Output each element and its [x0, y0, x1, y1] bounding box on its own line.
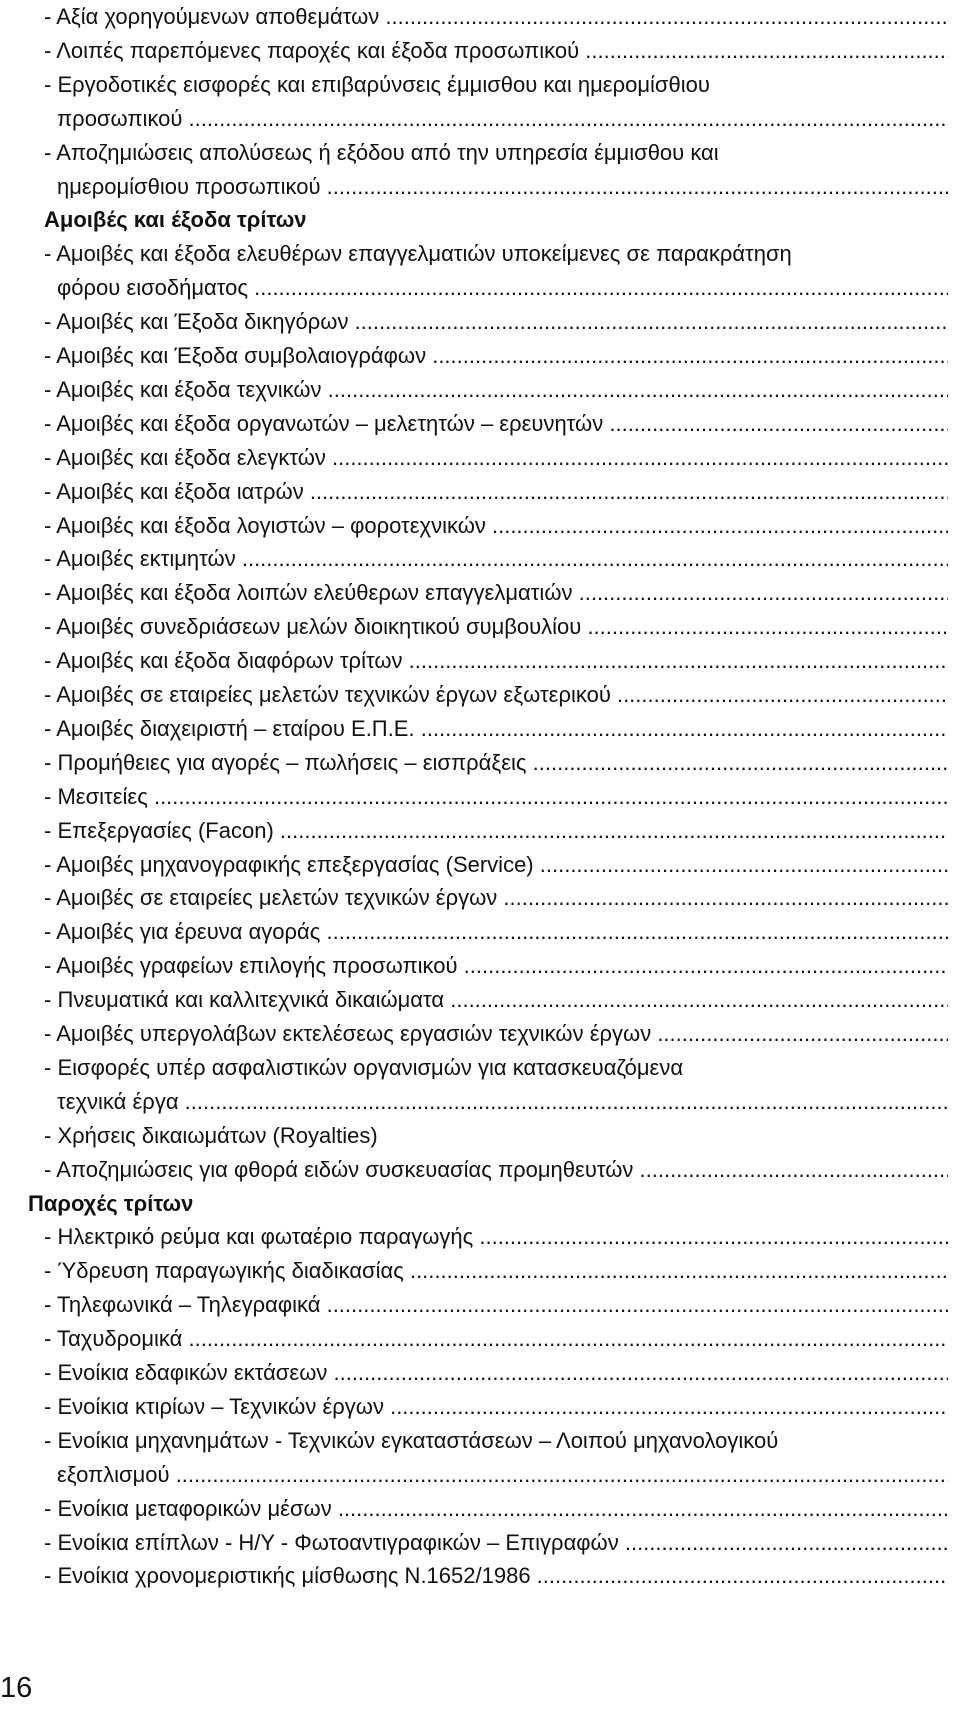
list-item: - Ύδρευση παραγωγικής διαδικασίας .....: [44, 1254, 948, 1288]
section-heading: Αμοιβές και έξοδα τρίτων: [44, 207, 307, 233]
list-item: - Αμοιβές και έξοδα λοιπών ελεύθερων επαγγελματιών .....: [44, 576, 948, 610]
list-item: - Αμοιβές σε εταιρείες μελετών τεχνικών έργων .....: [44, 881, 948, 915]
list-item: - Αμοιβές και έξοδα οργανωτών – μελετητών – ερευνητών .....: [44, 407, 948, 441]
list-item: - Αμοιβές συνεδριάσεων μελών διοικητικού συμβουλίου .....: [44, 610, 948, 644]
list-item: - Αμοιβές και έξοδα ελευθέρων επαγγελματιών υποκείμενες σε παρακράτηση: [44, 241, 792, 267]
list-item: - Ταχυδρομικά .....: [44, 1322, 948, 1356]
list-item: - Προμήθειες για αγορές – πωλήσεις – εισπράξεις .....: [44, 746, 948, 780]
list-item: - Αμοιβές διαχειριστή – εταίρου Ε.Π.Ε. .....: [44, 712, 948, 746]
list-item: - Αμοιβές και Έξοδα συμβολαιογράφων .....: [44, 339, 948, 373]
list-item: - Ηλεκτρικό ρεύμα και φωταέριο παραγωγής .....: [44, 1220, 948, 1254]
list-item: - Εισφορές υπέρ ασφαλιστικών οργανισμών για κατασκευαζόμενα: [44, 1054, 684, 1080]
page-number: 16: [0, 1672, 33, 1704]
list-item: - Λοιπές παρεπόμενες παροχές και έξοδα προσωπικού .....: [44, 34, 948, 68]
list-item: - Αμοιβές υπεργολάβων εκτελέσεως εργασιών τεχνικών έργων .....: [44, 1017, 948, 1051]
section-heading: Παροχές τρίτων: [28, 1190, 194, 1216]
list-item-continuation: ημερομίσθιου προσωπικού .....: [57, 170, 948, 204]
list-item: - Αποζημιώσεις απολύσεως ή εξόδου από την υπηρεσία έμμισθου και: [44, 139, 719, 165]
list-item: - Αμοιβές και έξοδα τεχνικών .....: [44, 373, 948, 407]
list-item: - Αμοιβές και έξοδα λογιστών – φοροτεχνικών .....: [44, 509, 948, 543]
list-item: - Αμοιβές και έξοδα ιατρών .....: [44, 475, 948, 509]
list-item: - Πνευματικά και καλλιτεχνικά δικαιώματα .....: [44, 983, 948, 1017]
list-item: - Ενοίκια κτιρίων – Τεχνικών έργων .....: [44, 1390, 948, 1424]
list-item-continuation: προσωπικού .....: [57, 102, 948, 136]
list-item: - Ενοίκια χρονομεριστικής μίσθωσης Ν.1652/1986 .....: [44, 1559, 948, 1593]
list-item: - Αμοιβές για έρευνα αγοράς .....: [44, 915, 948, 949]
list-item-continuation: φόρου εισοδήματος .....: [57, 271, 948, 305]
list-item: - Εργοδοτικές εισφορές και επιβαρύνσεις έμμισθου και ημερομίσθιου: [44, 71, 710, 97]
list-item: - Αμοιβές σε εταιρείες μελετών τεχνικών έργων εξωτερικού .....: [44, 678, 948, 712]
list-item: - Αμοιβές και Έξοδα δικηγόρων .....: [44, 305, 948, 339]
list-item: - Ενοίκια επίπλων - Η/Υ - Φωτοαντιγραφικών – Επιγραφών .....: [44, 1526, 948, 1560]
list-item: - Ενοίκια εδαφικών εκτάσεων .....: [44, 1356, 948, 1390]
list-item: - Αποζημιώσεις για φθορά ειδών συσκευασίας προμηθευτών .....: [44, 1153, 948, 1187]
list-item: - Αμοιβές γραφείων επιλογής προσωπικού .....: [44, 949, 948, 983]
list-item: - Αμοιβές μηχανογραφικής επεξεργασίας (Service) .....: [44, 848, 948, 882]
list-item: - Τηλεφωνικά – Τηλεγραφικά .....: [44, 1288, 948, 1322]
list-item: - Μεσιτείες .....: [44, 780, 948, 814]
list-item: - Ενοίκια μηχανημάτων - Τεχνικών εγκαταστάσεων – Λοιπού μηχανολογικού: [44, 1427, 779, 1453]
list-item: - Επεξεργασίες (Facon) .....: [44, 814, 948, 848]
list-item: - Αμοιβές και έξοδα ελεγκτών .....: [44, 441, 948, 475]
list-item: - Ενοίκια μεταφορικών μέσων .....: [44, 1492, 948, 1526]
list-item-continuation: εξοπλισμού .....: [57, 1458, 948, 1492]
list-item-continuation: τεχνικά έργα .....: [57, 1085, 948, 1119]
list-item: - Αμοιβές και έξοδα διαφόρων τρίτων .....: [44, 644, 948, 678]
list-item: - Αξία χορηγούμενων αποθεμάτων .....: [44, 0, 948, 34]
list-item: - Χρήσεις δικαιωμάτων (Royalties): [44, 1122, 378, 1148]
list-item: - Αμοιβές εκτιμητών .....: [44, 542, 948, 576]
